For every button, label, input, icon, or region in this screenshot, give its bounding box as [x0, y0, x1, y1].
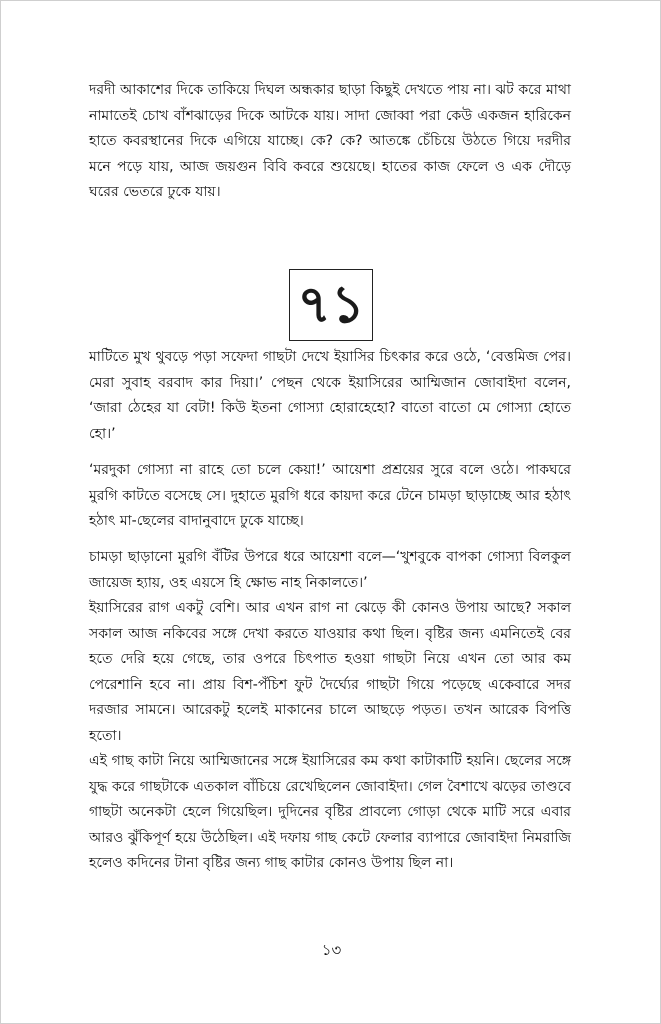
paragraph: দরদী আকাশের দিকে তাকিয়ে দিঘল অন্ধকার ছাড়া কিছুই দেখতে পায় না। ঝট করে মাথা নামাতেই চোখ বাঁশঝাড়ের দিকে আটকে যায়। সাদা জোব্বা পরা কেউ একজন হারিকেন হাতে কবরস্থানের দিকে এগিয়ে যাচ্ছে। কে? কে? আতঙ্কে চেঁচিয়ে উঠতে গিয়ে দরদীর মনে পড়ে যায়, আজ জয়গুন বিবি কবরে শুয়েছে। হাতের কাজ ফেলে ও এক দৌড়ে ঘরের ভেতরে ঢুকে যায়।	[89, 82, 571, 200]
paragraph: এই গাছ কাটা নিয়ে আম্মিজানের সঙ্গে ইয়াসিরের কম কথা কাটাকাটি হয়নি। ছেলের সঙ্গে যুদ্ধ করে গাছটাকে এতকাল বাঁচিয়ে রেখেছিলেন জোবাইদা। গেল বৈশাখে ঝড়ের তাণ্ডবে গাছটা অনেকটা হেলে গিয়েছিল। দুদিনের বৃষ্টির প্রাবল্যে গোড়া থেকে মাটি সরে এবার আরও ঝুঁকিপূর্ণ হয়ে উঠেছিল। এই দফায় গাছ কেটে ফেলার ব্যাপারে জোবাইদা নিমরাজি হলেও কদিনের টানা বৃষ্টির জন্য গাছ কাটার কোনও উপায় ছিল না।	[89, 753, 571, 871]
chapter-number: ৭১	[297, 274, 365, 335]
chapter-number-box	[289, 269, 373, 341]
page-number: ১৩	[321, 941, 342, 959]
paragraph: মাটিতে মুখ থুবড়ে পড়া সফেদা গাছটা দেখে ইয়াসির চিৎকার করে ওঠে, ‘বেত্তমিজ পের। মেরা সুবাহ বরবাদ কার দিয়া।’ পেছন থেকে ইয়াসিরের আম্মিজান জোবাইদা বলেন, ‘জারা ঠেহের যা বেটা! কিউ ইতনা গোস্যা হোরাহেহো? বাতো বাতো মে গোস্যা হোতে হো।’	[89, 349, 571, 442]
paragraph: ইয়াসিরের রাগ একটু বেশি। আর এখন রাগ না ঝেড়ে কী কোনও উপায় আছে? সকাল সকাল আজ নকিবের সঙ্গে দেখা করতে যাওয়ার কথা ছিল। বৃষ্টির জন্য এমনিতেই বের হতে দেরি হয়ে গেছে, তার ওপরে চিৎপাত হওয়া গাছটা নিয়ে এখন তো আর কম পেরেশানি হবে না। প্রায় বিশ-পঁচিশ ফুট দৈর্ঘ্যের গাছটা গিয়ে পড়েছে একেবারে সদর দরজার সামনে। আরেকটু হলেই মাকানের চালে আছড়ে পড়ত। তখন আরেক বিপত্তি হতো।	[89, 600, 571, 744]
paragraph: চামড়া ছাড়ানো মুরগি বঁটির উপরে ধরে আয়েশা বলে—‘খুশবুকে বাপকা গোস্যা বিলকুল জায়েজ হ্যায়, ওহ এয়সে হি ক্ষোভ নাহ নিকালতে।’	[89, 549, 571, 591]
paragraph: ‘মরদুকা গোস্যা না রাহে তো চলে কেয়া!’ আয়েশা প্রশ্রয়ের সুরে বলে ওঠে। পাকঘরে মুরগি কাটতে বসেছে সে। দুহাতে মুরগি ধরে কায়দা করে টেনে চামড়া ছাড়াচ্ছে আর হঠাৎ হঠাৎ মা-ছেলের বাদানুবাদে ঢুকে যাচ্ছে।	[89, 462, 571, 529]
